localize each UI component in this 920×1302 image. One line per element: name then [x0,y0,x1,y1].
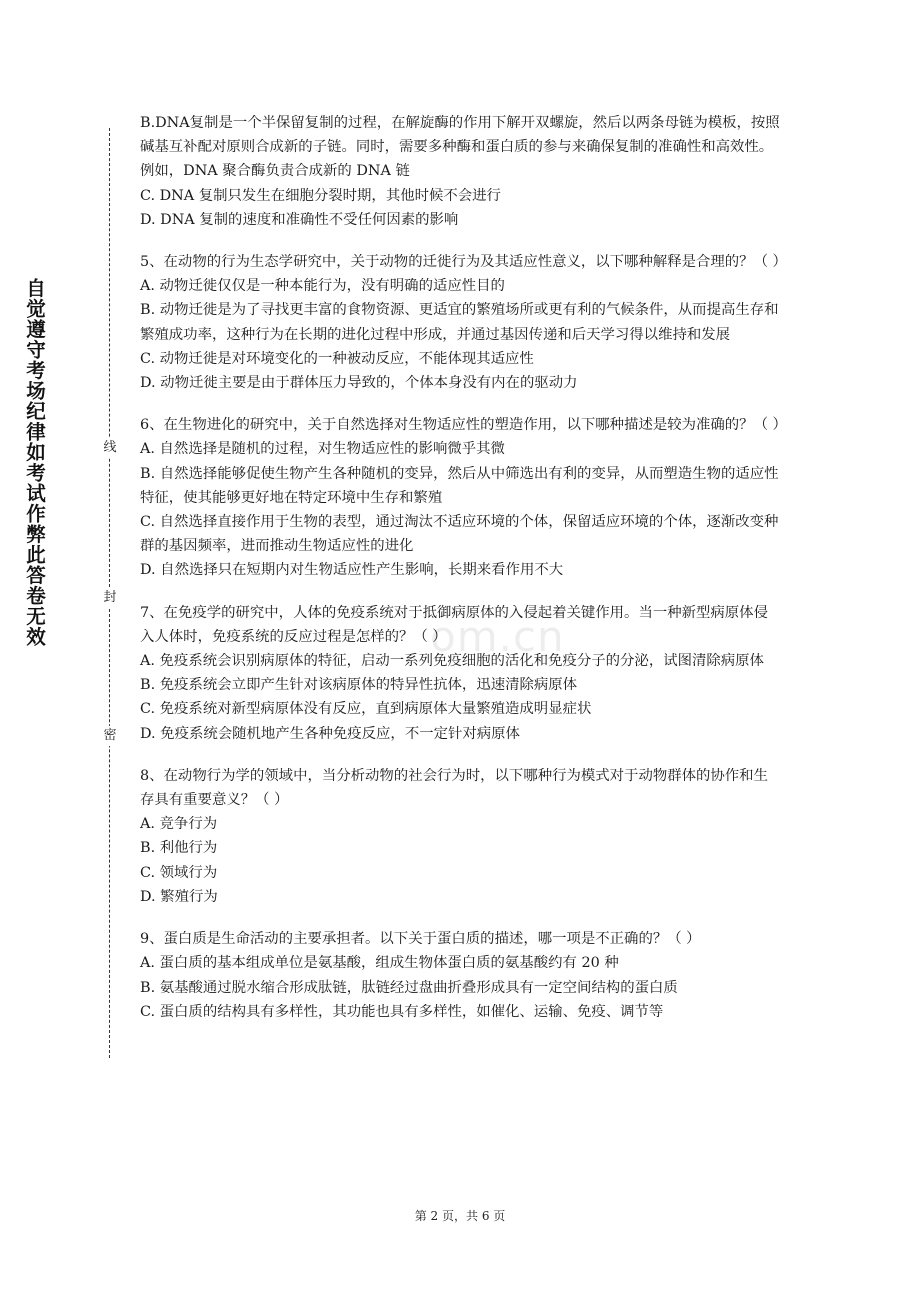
questions-body [140,111,787,1024]
option-d: D. DNA 复制的速度和准确性不受任何因素的影响 [140,211,459,228]
watermark: om.cn [430,612,565,661]
option-a: A. 蛋白质的基本组成单位是氨基酸，组成生物体蛋白质的氨基酸约有 20 种 [140,955,619,972]
option-c: C. 自然选择直接作用于生物的表型，通过淘汰不适应环境的个体，保留适应环境的个体，逐渐改变种群的基因频率，进而推动生物适应性的进化 [140,514,779,555]
seal-mark-line: 线 [102,438,118,458]
option-b: B. 利他行为 [140,840,218,857]
question-7 [140,601,780,746]
option-d: D. 免疫系统会随机地产生各种免疫反应，不一定针对病原体 [140,725,520,742]
seal-mark-seal: 封 [102,588,118,608]
option-b: B. 自然选择能够促使生物产生各种随机的变异，然后从中筛选出有利的变异，从而塑造生物的适应性特征，使其能够更好地在特定环境中生存和繁殖 [140,465,779,506]
question-5 [140,250,787,395]
option-b: B.DNA复制是一个半保留复制的过程，在解旋酶的作用下解开双螺旋，然后以两条母链为模板，按照碱基互补配对原则合成新的子链。同时，需要多种酶和蛋白质的参与来确保复制的准确性和高效性。例如，DNA 聚合酶负责合成新的 DNA 链 [140,115,780,180]
option-c: C. 免疫系统对新型病原体没有反应，直到病原体大量繁殖造成明显症状 [140,701,592,718]
seal-mark-secret: 密 [102,726,118,746]
option-b: B. 免疫系统会立即产生针对该病原体的特异性抗体，迅速清除病原体 [140,677,578,694]
option-a: A. 竞争行为 [140,816,218,833]
question-9 [140,927,780,1024]
question-6 [140,413,787,582]
question-stem: 5、在动物的行为生态学研究中，关于动物的迁徙行为及其适应性意义，以下哪种解释是合理的？（ ） [140,254,787,271]
question-8 [140,764,780,909]
option-a: A. 动物迁徙仅仅是一种本能行为，没有明确的适应性目的 [140,278,505,295]
option-a: A. 免疫系统会识别病原体的特征，启动一系列免疫细胞的活化和免疫分子的分泌，试图清除病原体 [140,653,764,670]
question-stem: 6、在生物进化的研究中，关于自然选择对生物适应性的塑造作用，以下哪种描述是较为准确的？（ ） [140,417,787,434]
option-d: D. 动物迁徙主要是由于群体压力导致的，个体本身没有内在的驱动力 [140,375,578,392]
question-stem: 8、在动物行为学的领域中，当分析动物的社会行为时，以下哪种行为模式对于动物群体的协作和生存具有重要意义？（ ） [140,767,768,809]
question-4-continued [140,111,780,232]
option-c: C. 领域行为 [140,864,218,881]
option-d: D. 自然选择只在短期内对生物适应性产生影响，长期来看作用不大 [140,562,564,579]
option-c: C. DNA 复制只发生在细胞分裂时期，其他时候不会进行 [140,187,501,204]
page-number-footer: 第 2 页，共 6 页 [414,1209,506,1223]
option-d: D. 繁殖行为 [140,888,218,905]
option-b: B. 氨基酸通过脱水缩合形成肽链，肽链经过盘曲折叠形成具有一定空间结构的蛋白质 [140,979,678,996]
option-a: A. 自然选择是随机的过程，对生物适应性的影响微乎其微 [140,441,505,458]
option-c: C. 蛋白质的结构具有多样性，其功能也具有多样性，如催化、运输、免疫、调节等 [140,1003,664,1020]
question-stem: 9、蛋白质是生命活动的主要承担者。以下关于蛋白质的描述，哪一项是不正确的？（ ） [140,931,701,948]
question-stem: 7、在免疫学的研究中，人体的免疫系统对于抵御病原体的入侵起着关键作用。当一种新型病原体侵入人体时，免疫系统的反应过程是怎样的？（ ） [140,604,768,645]
option-c: C. 动物迁徙是对环境变化的一种被动反应，不能体现其适应性 [140,350,534,367]
exam-discipline-warning: 自觉遵守考场纪律如考试作弊此答卷无效 [23,278,46,647]
option-b: B. 动物迁徙是为了寻找更丰富的食物资源、更适宜的繁殖场所或更有利的气候条件，从而提高生存和繁殖成功率，这种行为在长期的进化过程中形成，并通过基因传递和后天学习得以维持和发展 [140,302,779,343]
